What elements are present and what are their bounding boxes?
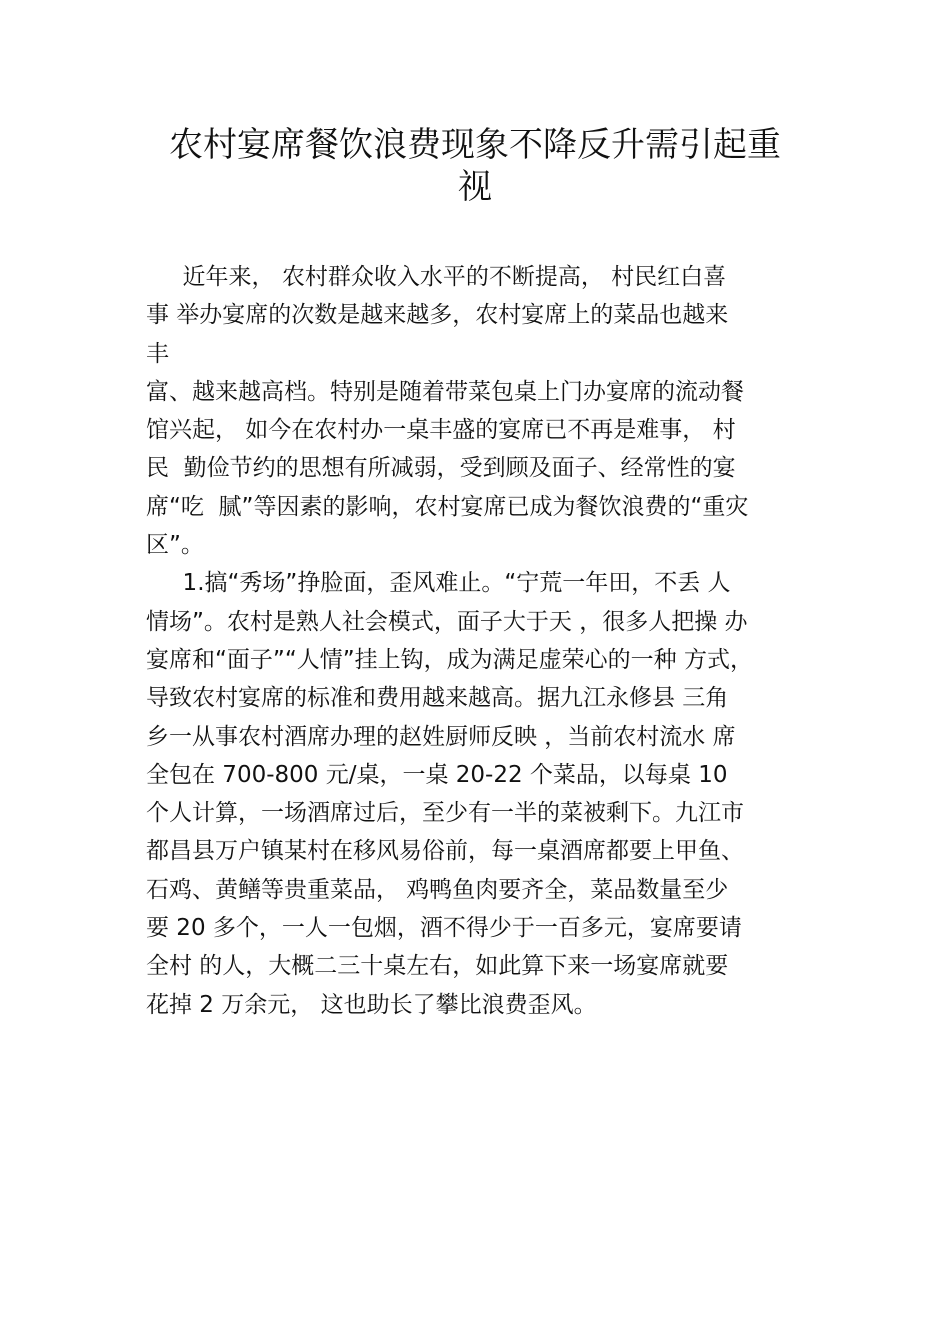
text-line: 宴席和“面子”“人情”挂上钩，成为满足虚荣心的一种 方式，: [146, 646, 753, 673]
text-line: 石鸡、黄鳝等贵重菜品， 鸡鸭鱼肉要齐全，菜品数量至少: [146, 876, 729, 903]
text-line: 乡一从事农村酒席办理的赵姓厨师反映 ，当前农村流水 席: [146, 723, 736, 750]
document-body: [146, 258, 808, 1024]
text-line: 情场”。农村是熟人社会模式，面子大于天 ，很多人把操 办: [146, 608, 748, 635]
text-line: 民 勤俭节约的思想有所减弱，受到顾及面子、经常性的宴: [146, 455, 736, 482]
paragraph-intro: [146, 258, 808, 564]
title-line-1: 农村宴席餐饮浪费现象不降反升需引起重: [169, 125, 781, 165]
text-line: 都昌县万户镇某村在移风易俗前，每一桌酒席都要上甲鱼、: [146, 838, 744, 865]
title-line-2: 视: [458, 167, 492, 207]
text-line: 花掉 2 万余元， 这也助长了攀比浪费歪风。: [146, 991, 597, 1018]
text-line: 个人计算，一场酒席过后，至少有一半的菜被剩下。九江市: [146, 800, 744, 827]
text-line: 事 举办宴席的次数是越来越多，农村宴席上的菜品也越来: [146, 302, 729, 329]
text-line: 席“吃 腻”等因素的影响，农村宴席已成为餐饮浪费的“重灾: [146, 493, 749, 520]
text-line: 要 20 多个，一人一包烟，酒不得少于一百多元，宴席要请: [146, 915, 742, 942]
text-line: 富、越来越高档。特别是随着带菜包桌上门办宴席的流动餐: [146, 378, 744, 405]
text-line: 全村 的人，大概二三十桌左右，如此算下来一场宴席就要: [146, 953, 729, 980]
text-line: 全包在 700-800 元/桌，一桌 20-22 个菜品，以每桌 10: [146, 761, 728, 788]
text-line: 1.搞“秀场”挣脸面，歪风难止。“宁荒一年田，不丢 人: [146, 570, 731, 597]
document-title: [150, 124, 800, 208]
text-line: 近年来， 农村群众收入水平的不断提高， 村民红白喜: [146, 264, 727, 290]
text-line: 丰: [146, 340, 169, 367]
text-line: 馆兴起， 如今在农村办一桌丰盛的宴席已不再是难事， 村: [146, 417, 736, 444]
text-line: 导致农村宴席的标准和费用越来越高。据九江永修县 三角: [146, 685, 729, 712]
text-line: 区”。: [146, 532, 204, 559]
paragraph-section-1: [146, 564, 808, 1024]
